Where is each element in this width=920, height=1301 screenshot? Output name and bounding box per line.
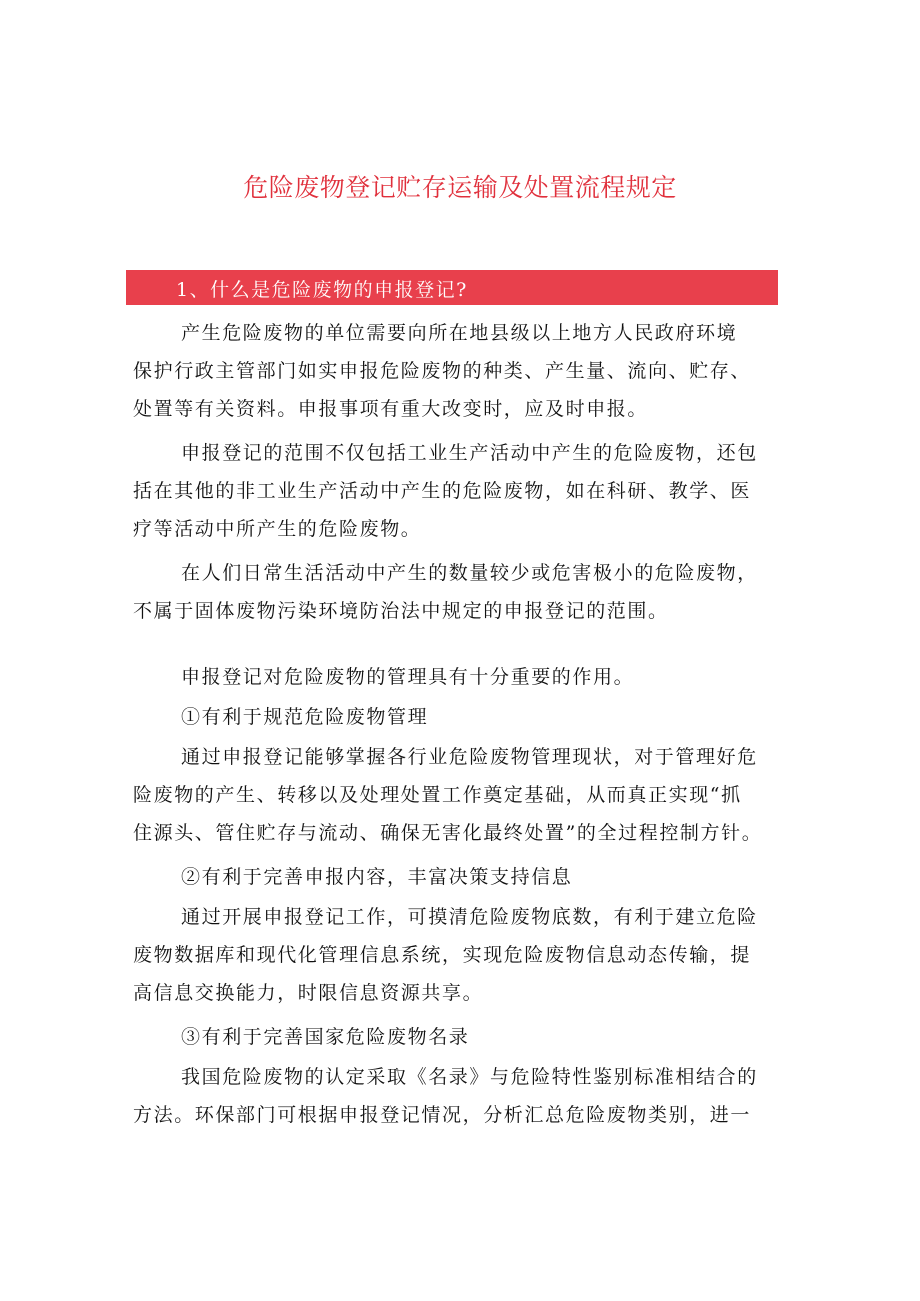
paragraph-line: 通过开展申报登记工作，可摸清危险废物底数，有利于建立危险	[181, 906, 758, 928]
paragraph-line: 保护行政主管部门如实申报危险废物的种类、产生量、流向、贮存、	[133, 360, 752, 382]
paragraph-exclusion	[133, 554, 783, 630]
paragraph-declaration-duty	[133, 314, 783, 428]
paragraph-line: 住源头、管住贮存与流动、确保无害化最终处置”的全过程控制方针。	[133, 822, 763, 844]
section-heading: 1、什么是危险废物的申报登记?	[176, 279, 468, 301]
paragraph-line: 在人们日常生活活动中产生的数量较少或危害极小的危险废物，	[181, 562, 758, 584]
paragraph-line: 处置等有关资料。申报事项有重大改变时，应及时申报。	[133, 398, 649, 420]
paragraph-line: 不属于固体废物污染环境防治法中规定的申报登记的范围。	[133, 600, 669, 622]
item-heading-3	[133, 1018, 783, 1056]
paragraph-line: 险废物的产生、转移以及处理处置工作奠定基础，从而真正实现“抓	[133, 784, 742, 806]
item-body-3	[133, 1058, 783, 1134]
paragraph-line: 方法。环保部门可根据申报登记情况，分析汇总危险废物类别，进一	[133, 1104, 752, 1126]
item-heading-1	[133, 698, 783, 736]
paragraph-line: 高信息交换能力，时限信息资源共享。	[133, 982, 484, 1004]
paragraph-line: ③有利于完善国家危险废物名录	[181, 1026, 470, 1048]
paragraph-line: ②有利于完善申报内容，丰富决策支持信息	[181, 866, 573, 888]
item-body-2	[133, 898, 783, 1012]
paragraph-importance	[133, 658, 783, 696]
paragraph-declaration-scope	[133, 434, 783, 548]
paragraph-line: 疗等活动中所产生的危险废物。	[133, 518, 422, 540]
paragraph-line: 产生危险废物的单位需要向所在地县级以上地方人民政府环境	[181, 322, 738, 344]
paragraph-line: 我国危险废物的认定采取《名录》与危险特性鉴别标准相结合的	[181, 1066, 758, 1088]
paragraph-line: 通过申报登记能够掌握各行业危险废物管理现状，对于管理好危	[181, 746, 758, 768]
paragraph-line: 申报登记对危险废物的管理具有十分重要的作用。	[181, 666, 635, 688]
paragraph-line: 废物数据库和现代化管理信息系统，实现危险废物信息动态传输，提	[133, 944, 752, 966]
paragraph-line: 括在其他的非工业生产活动中产生的危险废物，如在科研、教学、医	[133, 480, 752, 502]
paragraph-line: ①有利于规范危险废物管理	[181, 706, 429, 728]
paragraph-line: 申报登记的范围不仅包括工业生产活动中产生的危险废物，还包	[181, 442, 758, 464]
document-title: 危险废物登记贮存运输及处置流程规定	[243, 173, 677, 202]
item-heading-2	[133, 858, 783, 896]
section-heading-bar	[126, 270, 778, 305]
item-body-1	[133, 738, 783, 852]
